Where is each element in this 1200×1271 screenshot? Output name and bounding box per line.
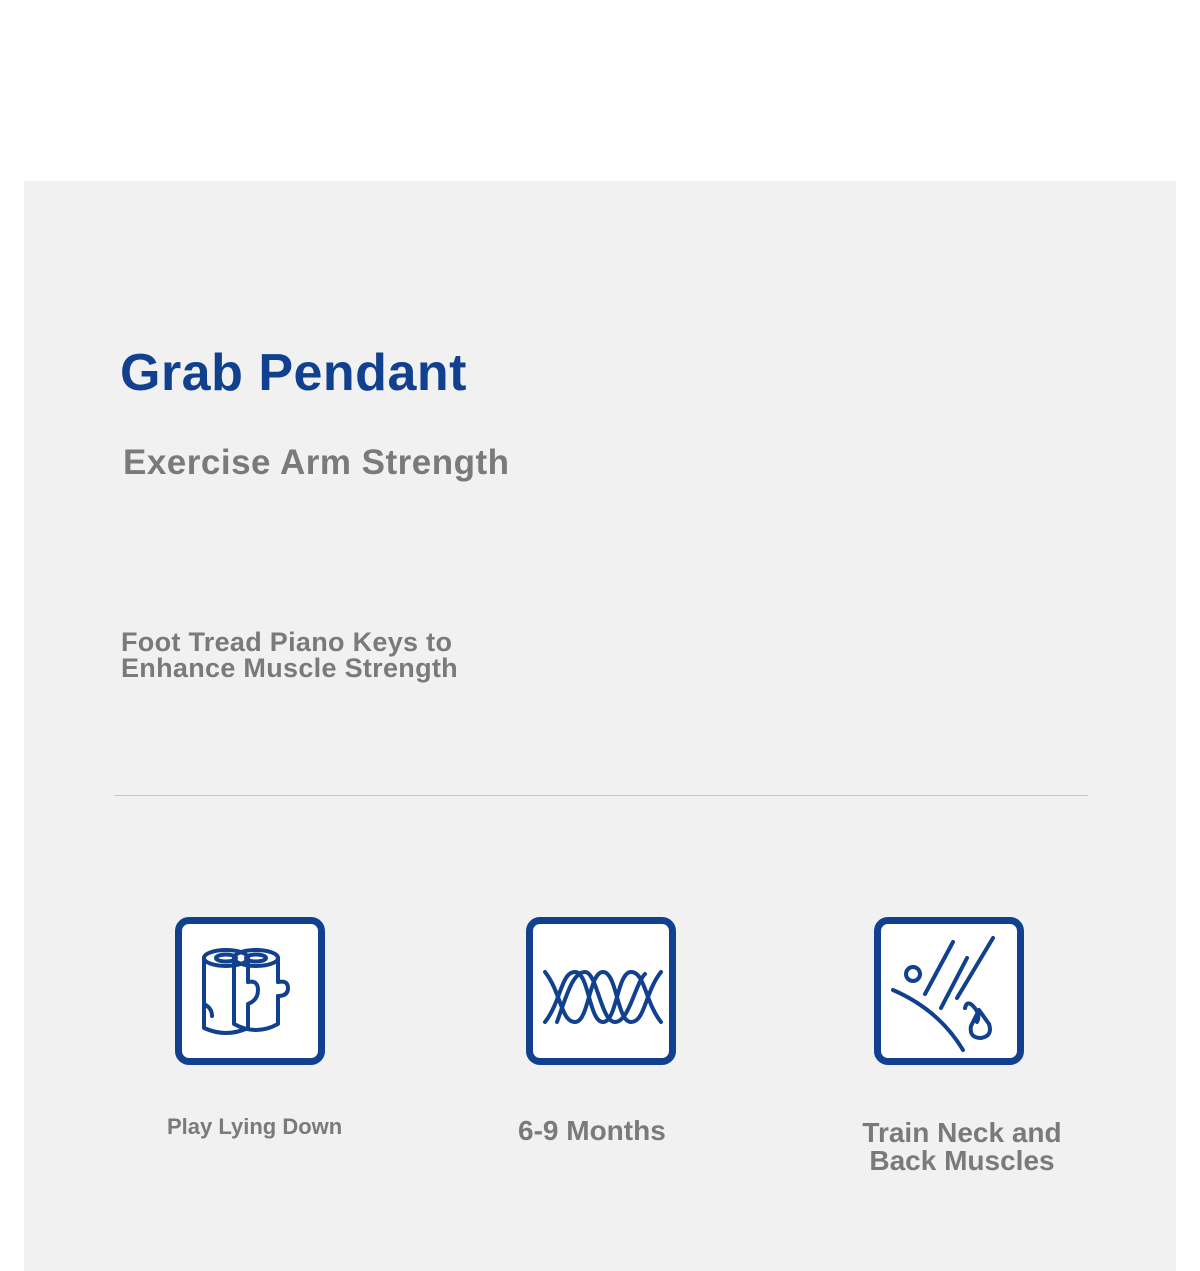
badge-label-age: 6-9 Months <box>518 1115 666 1146</box>
product-panel <box>24 181 1176 1271</box>
rollers-icon <box>175 917 325 1065</box>
product-subtitle: Exercise Arm Strength <box>123 443 510 482</box>
wave-pattern-icon <box>526 917 676 1065</box>
slide-droplet-icon <box>874 917 1024 1065</box>
feature-text: Foot Tread Piano Keys to Enhance Muscle Strength <box>121 627 458 683</box>
badge-label-train-muscles <box>850 1119 1074 1175</box>
badge-label-play-lying-down: Play Lying Down <box>167 1114 343 1139</box>
badge-label-train-muscles-text: Train Neck and Back Muscles <box>862 1117 1062 1176</box>
product-title: Grab Pendant <box>120 344 467 402</box>
divider <box>114 795 1088 796</box>
